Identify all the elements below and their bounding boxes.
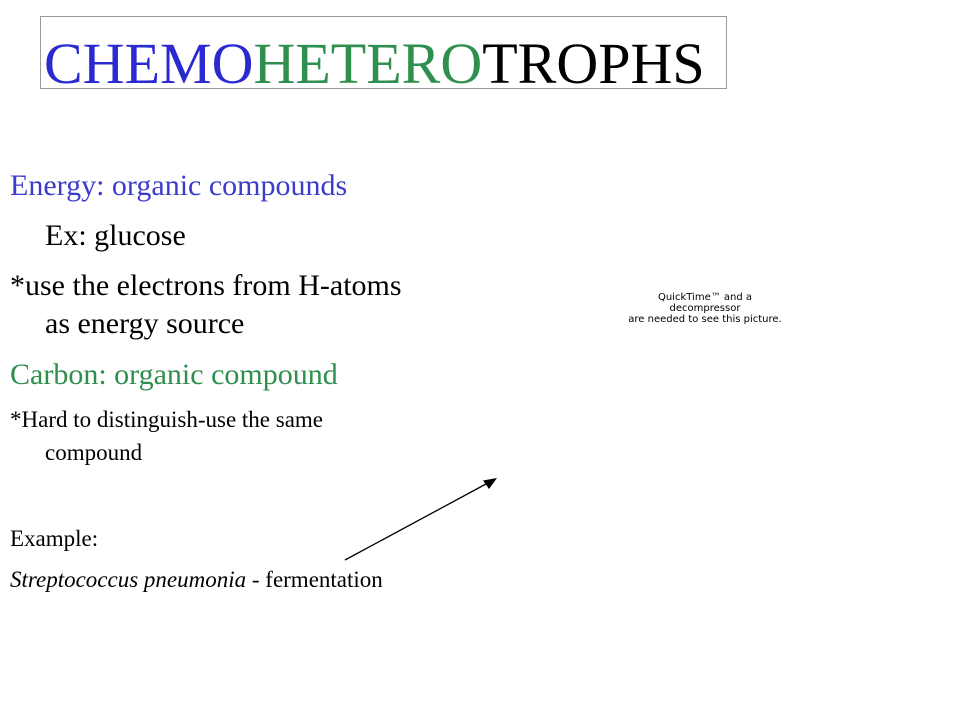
title-part-trophs: TROPHS bbox=[482, 31, 705, 96]
example-suffix: - fermentation bbox=[246, 567, 383, 592]
energy-label: Energy: organic compounds bbox=[10, 169, 348, 202]
example-species: Streptococcus pneumonia bbox=[10, 567, 247, 592]
quicktime-placeholder bbox=[620, 292, 790, 325]
energy-example: Ex: glucose bbox=[45, 219, 186, 252]
electrons-line-2: as energy source bbox=[45, 307, 245, 340]
hard-line-2: compound bbox=[45, 440, 143, 465]
carbon-label: Carbon: organic compound bbox=[10, 358, 338, 391]
arrow-shaft bbox=[345, 484, 486, 560]
electrons-line-1: *use the electrons from H-atoms bbox=[10, 269, 402, 302]
quicktime-line-3: are needed to see this picture. bbox=[628, 314, 782, 325]
example-line bbox=[10, 566, 383, 594]
arrow-head bbox=[483, 478, 497, 489]
example-label: Example: bbox=[10, 526, 99, 551]
slide-title bbox=[44, 28, 705, 100]
quicktime-line-2: decompressor bbox=[669, 303, 741, 314]
title-part-hetero: HETERO bbox=[253, 31, 483, 96]
title-part-chemo: CHEMO bbox=[44, 31, 254, 96]
hard-line-1: *Hard to distinguish-use the same bbox=[10, 407, 324, 432]
quicktime-line-1: QuickTime™ and a bbox=[657, 292, 753, 303]
